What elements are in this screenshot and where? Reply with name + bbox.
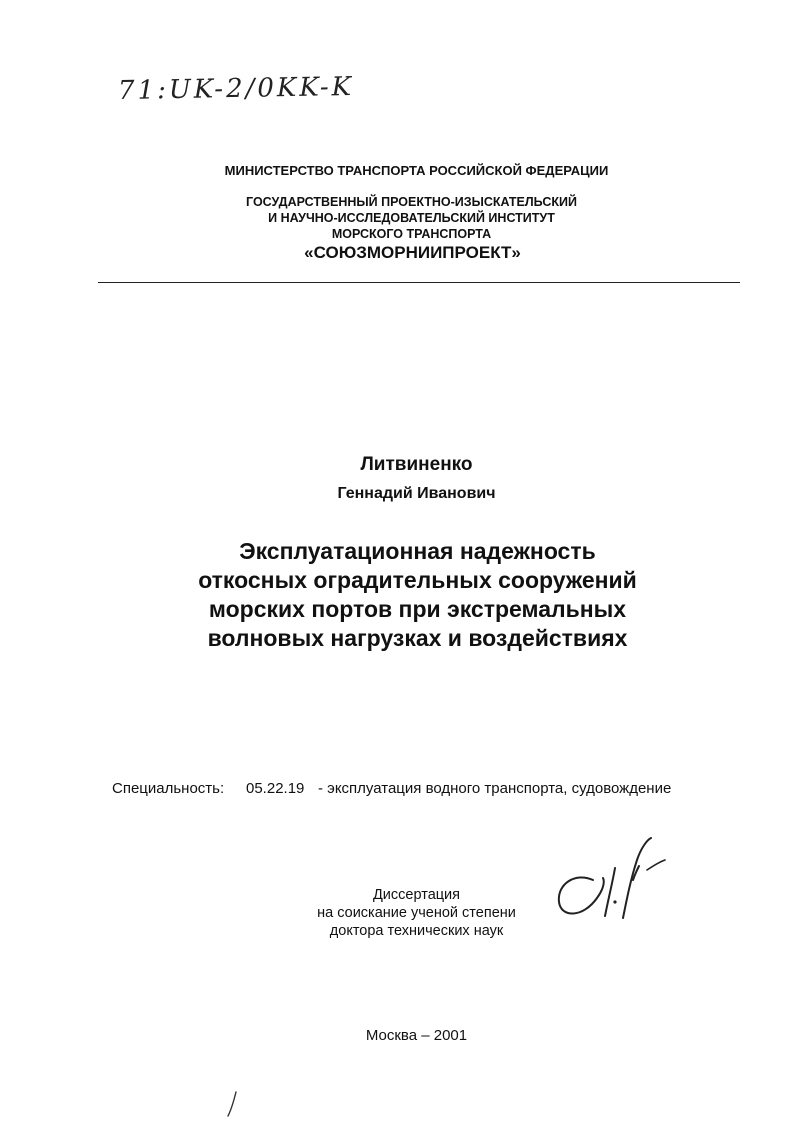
thesis-title-line-2: откосных оградительных сооружений [198, 567, 637, 593]
speciality-row [112, 780, 671, 797]
speciality-description: - эксплуатация водного транспорта, судовождение [318, 780, 672, 797]
institute-line-1: ГОСУДАРСТВЕННЫЙ ПРОЕКТНО-ИЗЫСКАТЕЛЬСКИЙ [246, 195, 577, 209]
speciality-label: Специальность: [112, 780, 225, 797]
organization-name: «СОЮЗМОРНИИПРОЕКТ» [304, 243, 521, 262]
dissertation-line-2: на соискание ученой степени [317, 905, 516, 921]
dissertation-line-3: доктора технических наук [329, 923, 504, 939]
stray-pen-mark [224, 1090, 244, 1118]
thesis-title-line-3: морских портов при экстремальных [208, 596, 627, 622]
speciality-code: 05.22.19 [246, 780, 305, 797]
dissertation-line-1: Диссертация [372, 887, 461, 903]
header-divider [98, 282, 740, 283]
place-and-year: Москва – 2001 [365, 1027, 468, 1044]
author-surname: Литвиненко [360, 454, 473, 475]
institute-line-2: И НАУЧНО-ИССЛЕДОВАТЕЛЬСКИЙ ИНСТИТУТ [268, 211, 555, 225]
thesis-title-line-4: волновых нагрузках и воздействиях [207, 625, 628, 651]
handwritten-archive-code: 71:UK-2/0KK-K [117, 71, 355, 107]
institute-line-3: МОРСКОГО ТРАНСПОРТА [331, 227, 492, 241]
handwritten-signature [553, 836, 673, 926]
author-given-names: Геннадий Иванович [337, 485, 496, 502]
thesis-title-line-1: Эксплуатационная надежность [239, 538, 596, 564]
ministry-heading: МИНИСТЕРСТВО ТРАНСПОРТА РОССИЙСКОЙ ФЕДЕРАЦИИ [224, 163, 609, 178]
